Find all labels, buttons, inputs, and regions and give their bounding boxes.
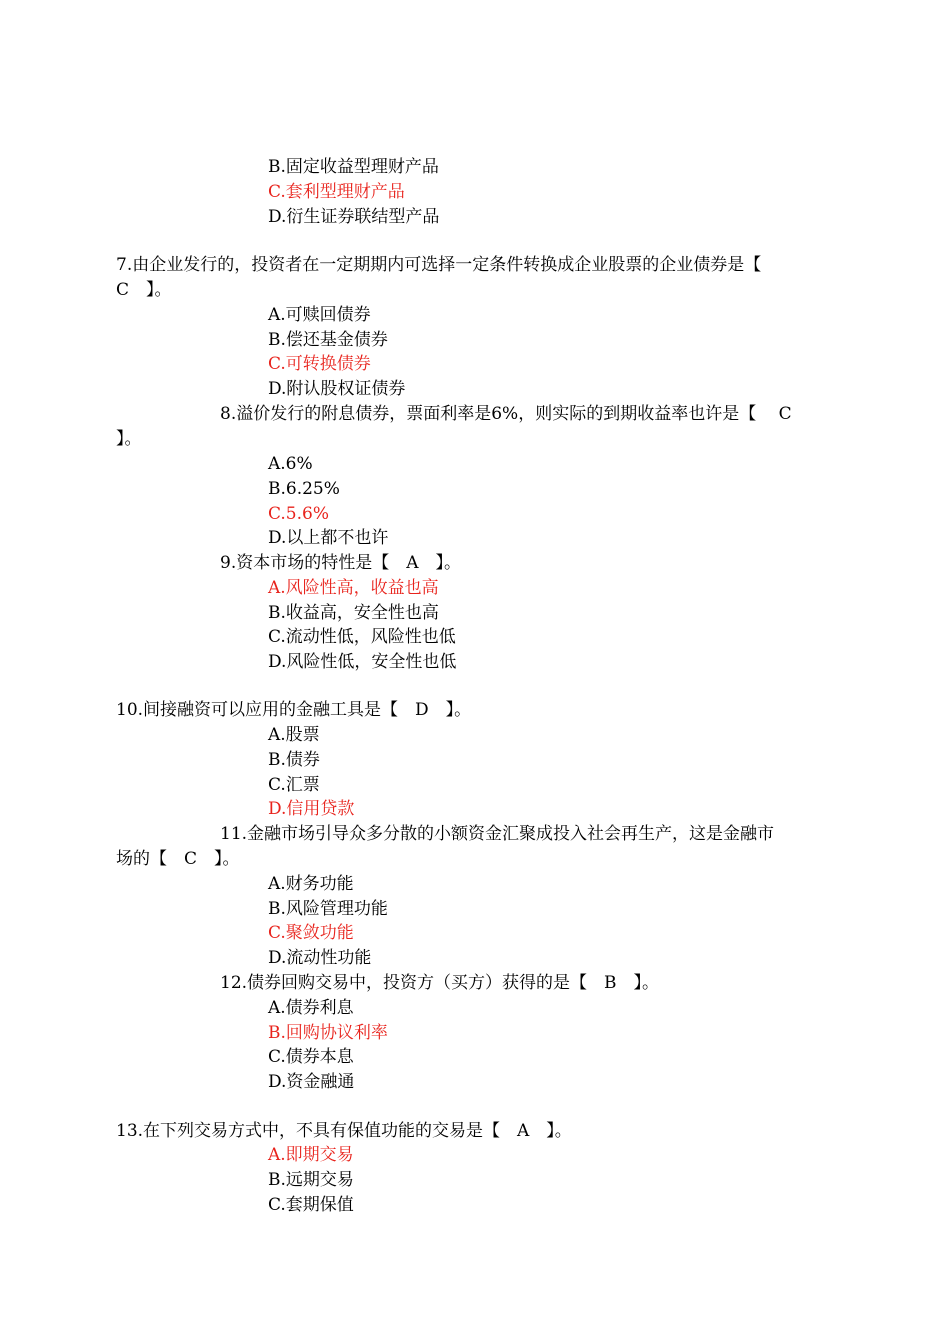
- q7-option-d: D.附认股权证债券: [268, 379, 406, 399]
- q9-option-b: B.收益高，安全性也高: [268, 603, 439, 623]
- q9-option-d: D.风险性低，安全性也低: [268, 652, 457, 672]
- q7-option-c-answer: C.可转换债券: [268, 354, 371, 374]
- q13-option-a-answer: A.即期交易: [268, 1145, 354, 1165]
- q6-option-c-answer: C.套利型理财产品: [268, 182, 405, 202]
- q10-option-a: A.股票: [268, 725, 320, 745]
- q9-option-a-answer: A.风险性高，收益也高: [268, 578, 439, 598]
- q12-stem: 12.债券回购交易中，投资方（买方）获得的是【 B 】。: [220, 973, 660, 993]
- q12-option-c: C.债券本息: [268, 1047, 354, 1067]
- q7-option-b: B.偿还基金债券: [268, 330, 388, 350]
- q10-stem: 10.间接融资可以应用的金融工具是【 D 】。: [116, 700, 472, 720]
- q7-option-a: A.可赎回债券: [268, 305, 371, 325]
- q9-stem: 9.资本市场的特性是【 A 】。: [220, 553, 461, 573]
- q10-option-b: B.债券: [268, 750, 320, 770]
- q10-option-c: C.汇票: [268, 775, 320, 795]
- q11-option-b: B.风险管理功能: [268, 899, 388, 919]
- q6-option-d: D.衍生证券联结型产品: [268, 207, 440, 227]
- q6-option-b: B.固定收益型理财产品: [268, 157, 439, 177]
- q7-stem-line2: C 】。: [116, 280, 172, 300]
- q13-option-c: C.套期保值: [268, 1195, 354, 1215]
- q11-option-c-answer: C.聚敛功能: [268, 923, 354, 943]
- q10-option-d-answer: D.信用贷款: [268, 799, 355, 819]
- q12-option-a: A.债券利息: [268, 998, 354, 1018]
- q13-option-b: B.远期交易: [268, 1170, 354, 1190]
- q8-stem-line2: 】。: [116, 429, 142, 449]
- q12-option-d: D.资金融通: [268, 1072, 355, 1092]
- q11-option-a: A.财务功能: [268, 874, 354, 894]
- q11-stem-line2: 场的【 C 】。: [116, 849, 240, 869]
- q8-option-d: D.以上都不也许: [268, 528, 389, 548]
- q13-stem: 13.在下列交易方式中，不具有保值功能的交易是【 A 】。: [116, 1121, 572, 1141]
- q12-option-b-answer: B.回购协议利率: [268, 1023, 388, 1043]
- q9-option-c: C.流动性低，风险性也低: [268, 627, 456, 647]
- q8-option-a: A.6%: [268, 454, 313, 474]
- q8-option-b: B.6.25%: [268, 479, 340, 499]
- q7-stem-line1: 7.由企业发行的，投资者在一定期期内可选择一定条件转换成企业股票的企业债券是【: [116, 255, 762, 275]
- q11-stem-line1: 11.金融市场引导众多分散的小额资金汇聚成投入社会再生产，这是金融市: [220, 824, 775, 844]
- q11-option-d: D.流动性功能: [268, 948, 372, 968]
- q8-stem-line1: 8.溢价发行的附息债券，票面利率是6%，则实际的到期收益率也许是【 C: [220, 404, 792, 424]
- q8-option-c-answer: C.5.6%: [268, 504, 329, 524]
